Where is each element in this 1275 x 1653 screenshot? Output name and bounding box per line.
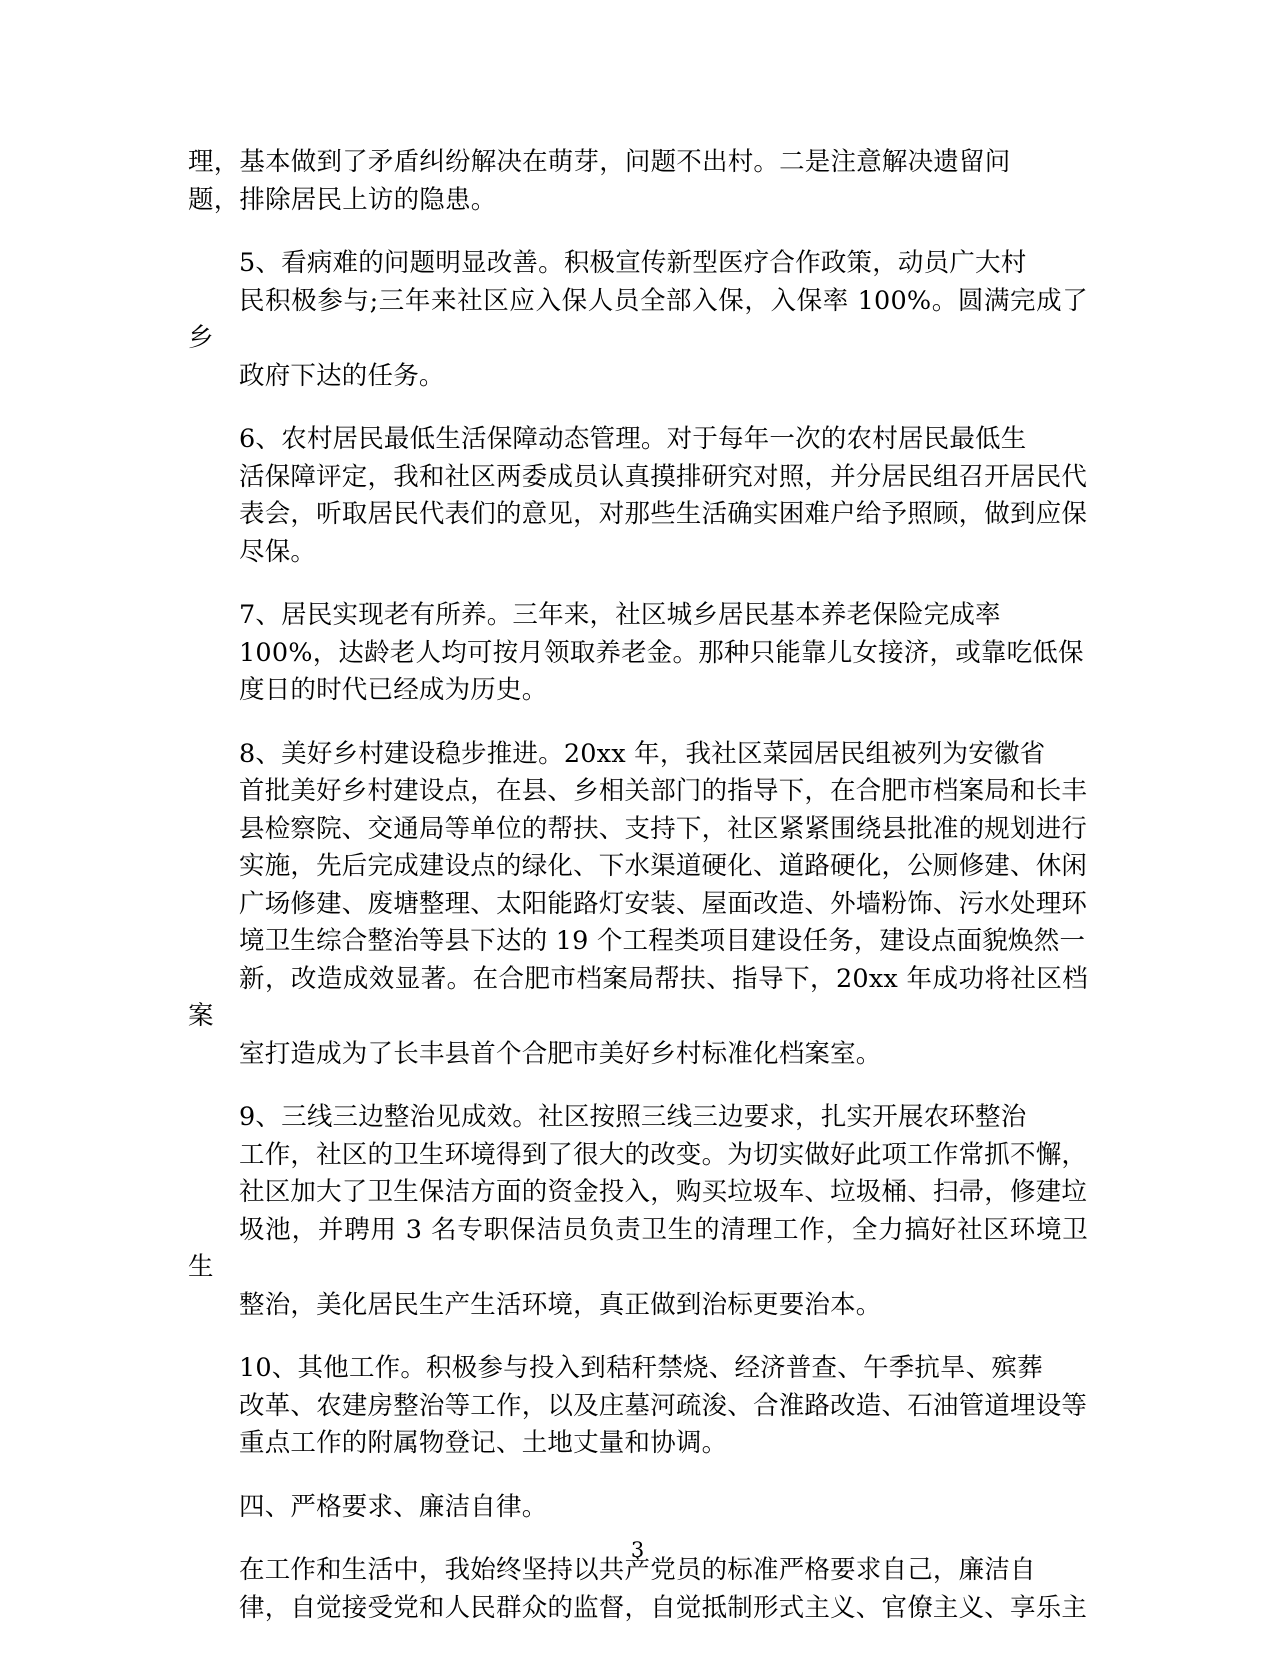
text-line: 5、看病难的问题明显改善。积极宣传新型医疗合作政策，动员广大村: [239, 248, 1027, 278]
text-line: 四、严格要求、廉洁自律。: [239, 1491, 548, 1522]
paragraph-item-7: [188, 597, 1088, 710]
text-line: 政府下达的任务。: [239, 360, 445, 391]
text-line: 7、居民实现老有所养。三年来，社区城乡居民基本养老保险完成率: [239, 600, 1001, 630]
text-line: 社区加大了卫生保洁方面的资金投入，购买垃圾车、垃圾桶、扫帚，修建垃: [239, 1177, 1088, 1207]
text-line: 6、农村居民最低生活保障动态管理。对于每年一次的农村居民最低生: [239, 424, 1027, 454]
text-line: 活保障评定，我和社区两委成员认真摸排研究对照，并分居民组召开居民代: [239, 461, 1088, 492]
text-line: 理，基本做到了矛盾纠纷解决在萌芽，问题不出村。二是注意解决遗留问: [188, 147, 1011, 177]
paragraph-item-10: [188, 1350, 1088, 1463]
paragraph-item-9: [188, 1099, 1088, 1324]
text-line: 民积极参与;三年来社区应入保人员全部入保，入保率 100%。圆满完成了乡: [188, 285, 1088, 353]
text-line: 重点工作的附属物登记、土地丈量和协调。: [239, 1428, 728, 1458]
text-line: 新，改造成效显著。在合肥市档案局帮扶、指导下，20xx 年成功将社区档案: [188, 963, 1088, 1031]
text-line: 工作，社区的卫生环境得到了很大的改变。为切实做好此项工作常抓不懈，: [239, 1139, 1088, 1170]
paragraph-continued: [188, 144, 1088, 219]
paragraph-item-8: [188, 736, 1088, 1074]
text-line: 境卫生综合整治等县下达的 19 个工程类项目建设任务，建设点面貌焕然一: [239, 926, 1086, 956]
text-line: 改革、农建房整治等工作，以及庄墓河疏浚、合淮路改造、石油管道埋设等: [239, 1390, 1088, 1421]
text-line: 室打造成为了长丰县首个合肥市美好乡村标准化档案室。: [239, 1038, 882, 1069]
text-line: 首批美好乡村建设点，在县、乡相关部门的指导下，在合肥市档案局和长丰: [239, 776, 1088, 806]
text-line: 10、其他工作。积极参与投入到秸秆禁烧、经济普查、午季抗旱、殡葬: [239, 1353, 1043, 1383]
paragraph-section-4-body: [188, 1552, 1088, 1627]
paragraph-item-5: [188, 245, 1088, 395]
text-line: 100%，达龄老人均可按月领取养老金。那种只能靠儿女接济，或靠吃低保: [239, 637, 1084, 668]
paragraph-item-6: [188, 421, 1088, 571]
text-line: 8、美好乡村建设稳步推进。20xx 年，我社区菜园居民组被列为安徽省: [239, 738, 1046, 769]
text-line: 广场修建、废塘整理、太阳能路灯安装、屋面改造、外墙粉饰、污水处理环: [239, 888, 1088, 919]
text-line: 律，自觉接受党和人民群众的监督，自觉抵制形式主义、官僚主义、享乐主: [239, 1592, 1088, 1623]
text-line: 整治，美化居民生产生活环境，真正做到治标更要治本。: [239, 1289, 882, 1320]
text-line: 圾池，并聘用 3 名专职保洁员负责卫生的清理工作，全力搞好社区环境卫生: [188, 1214, 1088, 1282]
paragraph-section-4: [188, 1489, 1088, 1527]
text-line: 在工作和生活中，我始终坚持以共产党员的标准严格要求自己，廉洁自: [239, 1555, 1036, 1585]
page-number: 3: [630, 1538, 645, 1562]
text-line: 9、三线三边整治见成效。社区按照三线三边要求，扎实开展农环整治: [239, 1102, 1027, 1132]
text-line: 表会，听取居民代表们的意见，对那些生活确实困难户给予照顾，做到应保: [239, 499, 1088, 529]
document-body: [188, 144, 1088, 1653]
text-line: 尽保。: [239, 536, 317, 567]
text-line: 县检察院、交通局等单位的帮扶、支持下，社区紧紧围绕县批准的规划进行: [239, 813, 1088, 844]
text-line: 题，排除居民上访的隐患。: [188, 184, 497, 215]
text-line: 度日的时代已经成为历史。: [239, 675, 548, 705]
text-line: 实施，先后完成建设点的绿化、下水渠道硬化、道路硬化，公厕修建、休闲: [239, 851, 1088, 881]
